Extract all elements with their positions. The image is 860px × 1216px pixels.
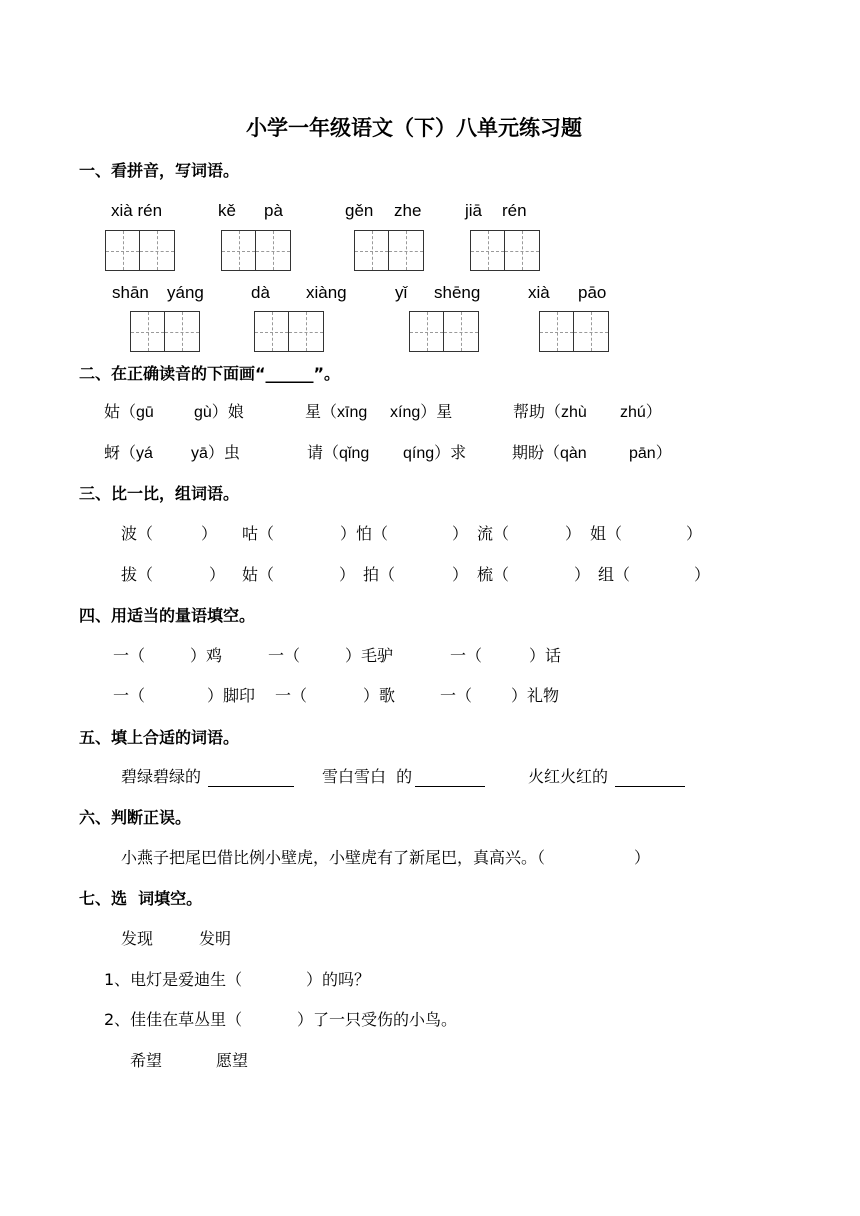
- compare-item: 姑（: [242, 565, 275, 584]
- word-choice: 愿望: [216, 1051, 249, 1070]
- compare-item: 拔（: [121, 565, 154, 584]
- section-5-heading: 五、填上合适的词语。: [79, 728, 240, 747]
- section-6-heading: 六、判断正误。: [79, 808, 192, 827]
- pinyin: pà: [264, 201, 283, 220]
- pinyin: zhe: [394, 201, 422, 220]
- compare-item: ）怕（: [340, 524, 389, 543]
- compare-item: 流（: [477, 524, 510, 543]
- reading-option: 帮助（zhù: [513, 404, 587, 421]
- judge-close-paren: ）: [634, 848, 651, 867]
- page-title: 小学一年级语文（下）八单元练习题: [246, 116, 582, 140]
- pinyin: rén: [502, 201, 527, 220]
- measure-item: ）毛驴: [345, 646, 394, 665]
- pinyin: yáng: [167, 283, 204, 302]
- measure-item: 一（: [450, 646, 483, 665]
- measure-item: ）脚印: [207, 686, 256, 705]
- compare-item: 拍（: [363, 565, 396, 584]
- section-1-heading: 一、看拼音，写词语。: [79, 161, 240, 180]
- compare-item: ）: [574, 565, 591, 584]
- measure-item: 一（: [440, 686, 473, 705]
- pinyin: dà: [251, 283, 270, 302]
- reading-option: xíng）星: [390, 404, 453, 421]
- measure-item: ）鸡: [190, 646, 223, 665]
- reading-option: 姑（gū: [104, 404, 154, 421]
- reading-option: zhú）: [620, 404, 662, 421]
- measure-item: 一（: [268, 646, 301, 665]
- word-choice: 发明: [199, 929, 232, 948]
- measure-item: 一（: [113, 686, 146, 705]
- reading-option: 请（qǐng: [307, 445, 370, 462]
- measure-item: ）礼物: [511, 686, 560, 705]
- fill-word-item: 火红火红的: [528, 767, 609, 786]
- compare-item: ）: [452, 524, 469, 543]
- compare-item: ）: [694, 565, 711, 584]
- reading-option: yā）虫: [191, 445, 240, 462]
- compare-item: ）: [452, 565, 469, 584]
- compare-item: ）: [686, 524, 703, 543]
- writing-grid[interactable]: [221, 230, 291, 271]
- pinyin: xiàng: [306, 283, 347, 302]
- writing-grid[interactable]: [254, 311, 324, 352]
- writing-grid[interactable]: [409, 311, 479, 352]
- compare-item: 梳（: [477, 565, 510, 584]
- section-7-heading: 七、选 词填空。: [79, 889, 203, 908]
- section-2-heading: 二、在正确读音的下面画“______”。: [79, 364, 341, 383]
- answer-blank[interactable]: [415, 786, 485, 787]
- compare-item: 咕（: [242, 524, 275, 543]
- measure-item: ）话: [529, 646, 562, 665]
- reading-option: 星（xīng: [305, 404, 368, 421]
- pinyin: jiā: [465, 201, 483, 220]
- fill-word-item: 雪白雪白 的: [322, 767, 413, 786]
- compare-item: ）: [339, 565, 356, 584]
- pinyin: yǐ: [395, 283, 408, 302]
- compare-item: 组（: [598, 565, 631, 584]
- writing-grid[interactable]: [130, 311, 200, 352]
- measure-item: 一（: [275, 686, 308, 705]
- compare-item: 波（: [121, 524, 154, 543]
- writing-grid[interactable]: [539, 311, 609, 352]
- question-2-text: ）了一只受伤的小鸟。: [297, 1010, 458, 1029]
- reading-option: pān）: [629, 445, 672, 462]
- question-1-text: ）的吗？: [306, 970, 371, 989]
- compare-item: ）: [565, 524, 582, 543]
- pinyin: shēng: [434, 283, 481, 302]
- pinyin: shān: [112, 283, 149, 302]
- reading-option: 蚜（yá: [104, 445, 153, 462]
- answer-blank[interactable]: [208, 786, 294, 787]
- pinyin: xià: [528, 283, 550, 302]
- compare-item: ）: [209, 565, 226, 584]
- reading-option: 期盼（qàn: [512, 445, 587, 462]
- writing-grid[interactable]: [354, 230, 424, 271]
- pinyin: xià rén: [111, 201, 163, 220]
- pinyin: pāo: [578, 283, 607, 302]
- judge-sentence: 小燕子把尾巴借比例小壁虎，小壁虎有了新尾巴，真高兴。（: [121, 848, 546, 867]
- fill-word-item: 碧绿碧绿的: [121, 767, 202, 786]
- reading-option: qíng）求: [403, 445, 467, 462]
- question-1-text: 1、电灯是爱迪生（: [104, 970, 243, 989]
- writing-grid[interactable]: [105, 230, 175, 271]
- pinyin: gěn: [345, 201, 374, 220]
- answer-blank[interactable]: [615, 786, 685, 787]
- measure-item: 一（: [113, 646, 146, 665]
- word-choice: 希望: [130, 1051, 163, 1070]
- compare-item: ）: [201, 524, 218, 543]
- word-choice: 发现: [121, 929, 154, 948]
- writing-grid[interactable]: [470, 230, 540, 271]
- section-4-heading: 四、用适当的量语填空。: [79, 606, 256, 625]
- pinyin: kě: [218, 201, 236, 220]
- question-2-text: 2、佳佳在草丛里（: [104, 1010, 243, 1029]
- section-3-heading: 三、比一比，组词语。: [79, 484, 240, 503]
- measure-item: ）歌: [363, 686, 396, 705]
- compare-item: 姐（: [590, 524, 623, 543]
- reading-option: gù）娘: [194, 404, 244, 421]
